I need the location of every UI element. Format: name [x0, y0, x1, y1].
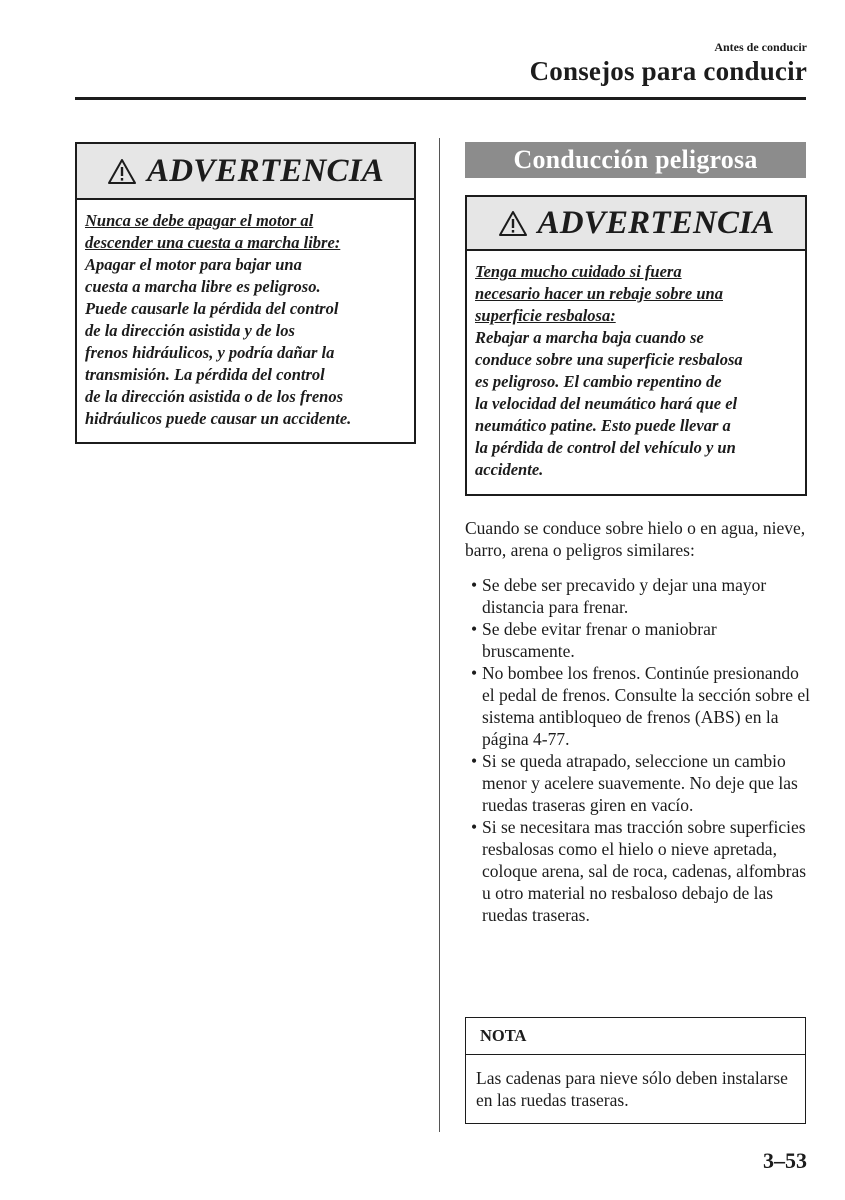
list-item-text: Se debe evitar frenar o maniobrar bruscamente. — [482, 619, 717, 661]
warning-body-line: es peligroso. El cambio repentino de — [475, 372, 722, 391]
warning-body-line: Puede causarle la pérdida del control — [85, 299, 339, 318]
warning-text — [467, 251, 805, 489]
warning-title: ADVERTENCIA — [147, 152, 384, 189]
bullet-icon: • — [471, 619, 478, 639]
warning-heading-line: Tenga mucho cuidado si fuera — [475, 262, 682, 281]
warning-body-line: de la dirección asistida y de los — [85, 321, 295, 340]
bullet-icon: • — [471, 751, 478, 771]
warning-box-left — [75, 142, 416, 444]
bullet-icon: • — [471, 663, 478, 683]
warning-body-line: Rebajar a marcha baja cuando se — [475, 328, 704, 347]
warning-body-line: Apagar el motor para bajar una — [85, 255, 302, 274]
page-number: 3–53 — [763, 1148, 807, 1173]
page-title: Consejos para conducir — [529, 56, 807, 86]
list-item-text: Si se queda atrapado, seleccione un cambio menor y acelere suavemente. No deje que las ruedas traseras giren en vacío. — [482, 751, 798, 815]
precautions-list — [465, 574, 810, 926]
warning-body-line: conduce sobre una superficie resbalosa — [475, 350, 743, 369]
list-item — [465, 574, 810, 618]
warning-header — [77, 144, 414, 200]
warning-heading-line: necesario hacer un rebaje sobre una — [475, 284, 723, 303]
note-box — [465, 1017, 806, 1124]
warning-heading-line: descender una cuesta a marcha libre: — [85, 233, 341, 252]
list-item — [465, 618, 810, 662]
warning-text — [77, 200, 414, 438]
list-item — [465, 816, 810, 926]
header-section-label: Antes de conducir — [714, 40, 807, 54]
warning-body-line: cuesta a marcha libre es peligroso. — [85, 277, 321, 296]
warning-title: ADVERTENCIA — [537, 204, 775, 241]
warning-heading-line: Nunca se debe apagar el motor al — [85, 211, 314, 230]
intro-paragraph: Cuando se conduce sobre hielo o en agua, nieve, barro, arena o peligros similares: — [465, 518, 806, 560]
list-item-text: Si se necesitara mas tracción sobre superficies resbalosas como el hielo o nieve apretada, coloque arena, sal de roca, cadenas, alfombras u otro material no resbaloso debajo de las ruedas traseras. — [482, 817, 807, 925]
warning-body-line: accidente. — [475, 460, 544, 479]
note-title: NOTA — [466, 1018, 805, 1055]
section-title: Conducción peligrosa — [465, 142, 806, 178]
warning-triangle-icon — [498, 210, 528, 237]
bullet-icon: • — [471, 817, 478, 837]
bullet-icon: • — [471, 575, 478, 595]
list-item — [465, 750, 810, 816]
warning-body-line: la pérdida de control del vehículo y un — [475, 438, 736, 457]
warning-body-line: transmisión. La pérdida del control — [85, 365, 325, 384]
list-item — [465, 662, 810, 750]
note-text: Las cadenas para nieve sólo deben instalarse en las ruedas traseras. — [476, 1068, 788, 1110]
warning-box-right — [465, 195, 807, 496]
header-divider — [75, 97, 806, 100]
column-divider — [439, 138, 440, 1132]
warning-body-line: de la dirección asistida o de los frenos — [85, 387, 344, 406]
warning-body-line: neumático patine. Esto puede llevar a — [475, 416, 731, 435]
warning-body-line: frenos hidráulicos, y podría dañar la — [85, 343, 335, 362]
warning-header — [467, 197, 805, 251]
warning-body-line: la velocidad del neumático hará que el — [475, 394, 738, 413]
list-item-text: Se debe ser precavido y dejar una mayor distancia para frenar. — [482, 575, 767, 617]
warning-body-line: hidráulicos puede causar un accidente. — [85, 409, 352, 428]
warning-heading-line: superficie resbalosa: — [475, 306, 616, 325]
warning-triangle-icon — [107, 158, 137, 185]
list-item-text: No bombee los frenos. Continúe presionando el pedal de frenos. Consulte la sección sobre el sistema antibloqueo de frenos (ABS) en la página 4-77. — [482, 663, 811, 749]
